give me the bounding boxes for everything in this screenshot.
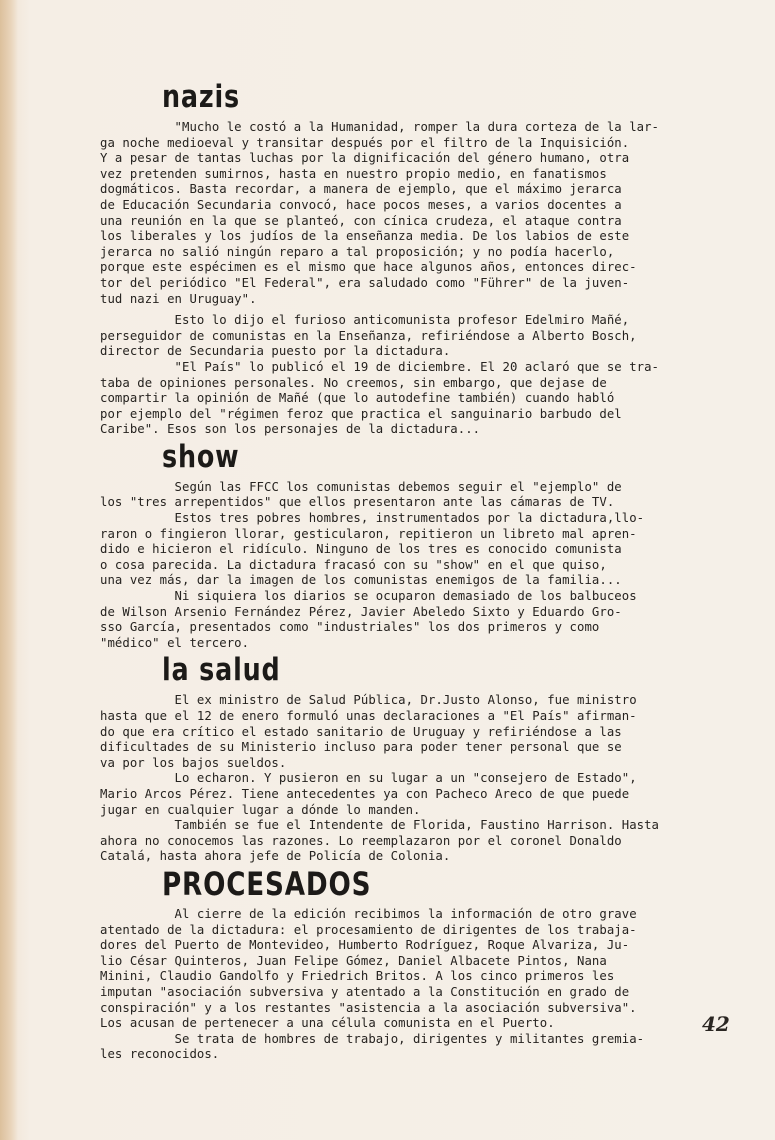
- paragraph: Al cierre de la edición recibimos la información de otro grave atentado de la dictadura: el procesamiento de dirigentes de los trabaja- dores del Puerto de Montevideo, Humberto Rodríguez, Roque Alvariza, Ju- lio César Quinteros, Juan Felipe Gómez, Daniel Albacete Pintos, Nana Minini, Claudio Gandolfo y Friedrich Britos. A los cinco primeros les imputan "asociación subversiva y atentado a la Constitución en grado de conspiración" y a los restantes "asistencia a la asociación subversiva". Los acusan de pertenecer a una célula comunista en el Puerto. Se trata de hombres de trabajo, dirigentes y militantes gremia- les reconocidos.: [100, 906, 645, 1062]
- section-show: [100, 440, 730, 652]
- section-nazis: [100, 80, 730, 438]
- paragraph: Esto lo dijo el furioso anticomunista profesor Edelmiro Mañé, perseguidor de comunistas en la Enseñanza, refiriéndose a Alberto Bosch, director de Secundaria puesto por la dictadura. "El País" lo publicó el 19 de diciembre. El 20 aclaró que se tra- taba de opiniones personales. No creemos, sin embargo, que dejase de compartir la opinión de Mañé (que lo autodefine también) cuando habló por ejemplo del "régimen feroz que practica el sanguinario barbudo del Caribe". Esos son los personajes de la dictadura...: [100, 313, 660, 437]
- section-heading: PROCESADOS: [162, 864, 372, 903]
- page-number: 42: [702, 1012, 730, 1036]
- section-la-salud: [100, 653, 730, 865]
- page-content: [100, 80, 730, 1063]
- section-procesados: [100, 864, 730, 1063]
- section-heading: nazis: [162, 79, 240, 115]
- paragraph: El ex ministro de Salud Pública, Dr.Justo Alonso, fue ministro hasta que el 12 de enero formuló unas declaraciones a "El País" afirman- do que era crítico el estado sanitario de Uruguay y refiriéndose a las dificultades de su Ministerio incluso para poder tener personal que se va por los bajos sueldos. Lo echaron. Y pusieron en su lugar a un "consejero de Estado", Mario Arcos Pérez. Tiene antecedentes ya con Pacheco Areco de que puede jugar en cualquier lugar a dónde lo manden. También se fue el Intendente de Florida, Faustino Harrison. Hasta ahora no conocemos las razones. Lo reemplazaron por el coronel Donaldo Catalá, hasta ahora jefe de Policía de Colonia.: [100, 693, 660, 864]
- paragraph: "Mucho le costó a la Humanidad, romper la dura corteza de la lar- ga noche medioeval y transitar después por el filtro de la Inquisición. Y a pesar de tantas luchas por la dignificación del género humano, otra vez pretenden sumirnos, hasta en nuestro propio medio, en fanatismos dogmáticos. Basta recordar, a manera de ejemplo, que el máximo jerarca de Educación Secundaria convocó, hace pocos meses, a varios docentes a una reunión en la que se planteó, con cínica crudeza, el ataque contra los liberales y los judíos de la enseñanza media. De los labios de este jerarca no salió ningún reparo a tal proposición; y no podía hacerlo, porque este espécimen es el mismo que hace algunos años, entonces direc- tor del periódico "El Federal", era saludado como "Führer" de la juven- tud nazi en Uruguay".: [100, 120, 660, 306]
- section-heading: show: [162, 438, 240, 475]
- page-binding-edge: [0, 0, 18, 1140]
- paragraph: Según las FFCC los comunistas debemos seguir el "ejemplo" de los "tres arrepentidos" que ellos presentaron ante las cámaras de TV. Estos tres pobres hombres, instrumentados por la dictadura,llo- raron o fingieron llorar, gesticularon, repitieron un libreto mal apren- dido e hicieron el ridículo. Ninguno de los tres es conocido comunista o cosa parecida. La dictadura fracasó con su "show" en el que quiso, una vez más, dar la imagen de los comunistas enemigos de la familia... Ni siquiera los diarios se ocuparon demasiado de los balbuceos de Wilson Arsenio Fernández Pérez, Javier Abeledo Sixto y Eduardo Gro- sso García, presentados como "industriales" los dos primeros y como "médico" el tercero.: [100, 479, 645, 650]
- section-heading: la salud: [162, 652, 281, 689]
